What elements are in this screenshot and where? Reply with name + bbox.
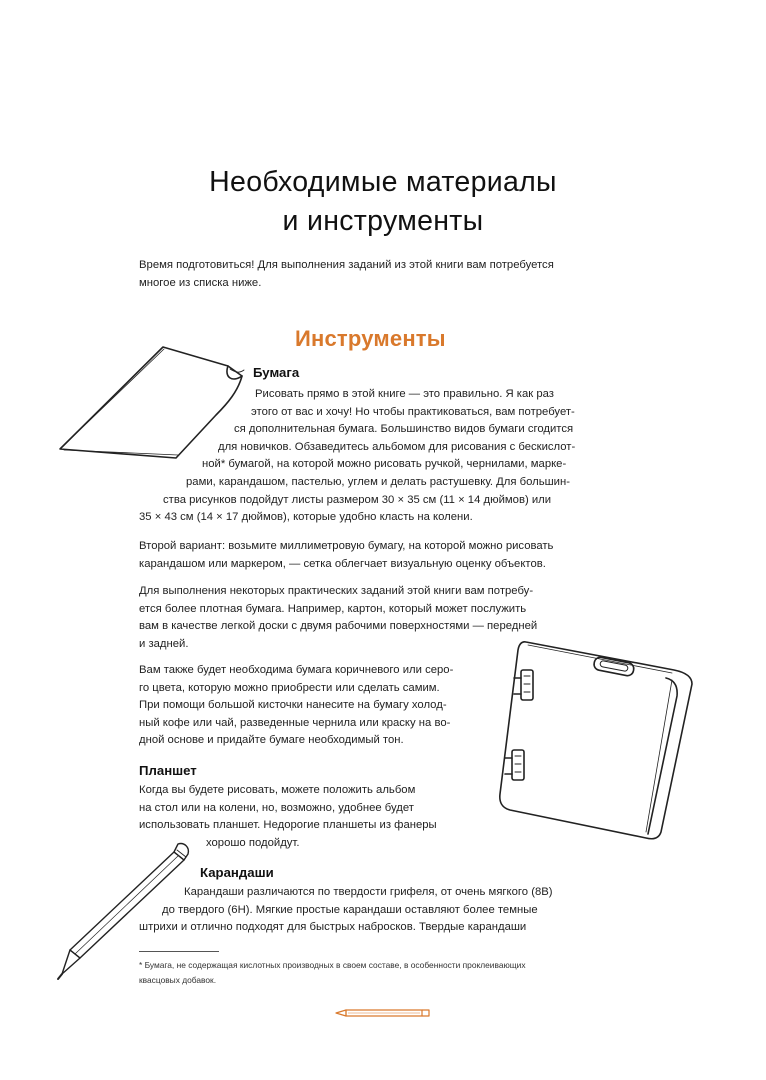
pencils-para-line: Карандаши различаются по твердости грифеля, от очень мягкого (8B) — [184, 886, 553, 898]
page-title-line-1: Необходимые материалы — [209, 166, 557, 198]
section-heading: Инструменты — [295, 326, 446, 351]
paper-para2-line: карандашом или маркером, — сетка облегчает визуальную оценку объектов. — [139, 557, 546, 570]
paper-heading: Бумага — [253, 365, 300, 380]
tablet-para-line: на стол или на колени, но, возможно, удобнее будет — [139, 801, 414, 814]
pencils-paragraph — [0, 884, 766, 937]
paper-para1-line: этого от вас и хочу! Но чтобы практиковаться, вам потребует- — [251, 405, 575, 418]
footer-pencil-icon — [334, 1008, 432, 1018]
pencils-para-line: до твердого (6H). Мягкие простые карандаши оставляют более темные — [162, 903, 538, 916]
paper-para4-line: го цвета, которую можно приобрести или сделать самим. — [139, 681, 440, 694]
paper-para4-line: ный кофе или чай, разведенные чернила или краску на во- — [139, 716, 451, 729]
paper-para1-line: Рисовать прямо в этой книге — это правильно. Я как раз — [255, 388, 554, 400]
tablet-para-line: хорошо подойдут. — [206, 836, 300, 849]
intro-line: Время подготовиться! Для выполнения заданий из этой книги вам потребуется — [139, 259, 554, 271]
paper-paragraph-1 — [0, 386, 766, 527]
paper-para3-line: и задней. — [139, 637, 189, 650]
paper-para4-line: Вам также будет необходима бумага коричневого или серо- — [139, 664, 454, 676]
intro-line: многое из списка ниже. — [139, 276, 262, 289]
intro-paragraph — [139, 257, 554, 292]
paper-paragraph-3 — [139, 583, 537, 653]
paper-paragraph-2 — [139, 538, 553, 573]
footnote-divider — [139, 951, 219, 952]
tablet-heading: Планшет — [139, 763, 197, 778]
paper-para3-line: вам в качестве легкой доски с двумя рабочими поверхностями — передней — [139, 620, 538, 633]
paper-para4-line: дной основе и придайте бумаге необходимый тон. — [139, 734, 404, 747]
paper-para1-line: ной* бумагой, на которой можно рисовать ручкой, чернилами, марке- — [202, 458, 567, 471]
paper-para1-line: для новичков. Обзаведитесь альбомом для рисования с бескислот- — [218, 440, 576, 453]
paper-para1-line: 35 × 43 см (14 × 17 дюймов), которые удобно класть на колени. — [139, 511, 473, 524]
paper-paragraph-4 — [139, 662, 453, 750]
paper-para1-line: рами, карандашом, пастелью, углем и делать растушевку. Для большин- — [186, 475, 570, 488]
page-title-line-2: и инструменты — [282, 205, 484, 237]
paper-para3-line: ется более плотная бумага. Например, картон, который может послужить — [139, 602, 527, 615]
pencils-heading: Карандаши — [200, 865, 274, 880]
tablet-para-line: использовать планшет. Недорогие планшеты из фанеры — [139, 819, 437, 832]
paper-para4-line: При помощи большой кисточки нанесите на бумагу холод- — [139, 699, 447, 712]
footnote-line: квасцовых добавок. — [139, 975, 217, 985]
tablet-para-line: Когда вы будете рисовать, можете положить альбом — [139, 784, 416, 796]
pencils-para-line: штрихи и отлично подходят для быстрых набросков. Твердые карандаши — [139, 921, 527, 934]
footnote — [139, 958, 526, 988]
paper-para1-line: ства рисунков подойдут листы размером 30 × 35 см (11 × 14 дюймов) или — [163, 493, 552, 506]
paper-para2-line: Второй вариант: возьмите миллиметровую бумагу, на которой можно рисовать — [139, 540, 554, 552]
page-title — [0, 163, 766, 241]
footnote-line: * Бумага, не содержащая кислотных производных в своем составе, в особенности проклеивающих — [139, 960, 526, 970]
paper-para1-line: ся дополнительная бумага. Большинство видов бумаги сгодится — [234, 423, 574, 436]
paper-para3-line: Для выполнения некоторых практических заданий этой книги вам потребу- — [139, 585, 534, 597]
